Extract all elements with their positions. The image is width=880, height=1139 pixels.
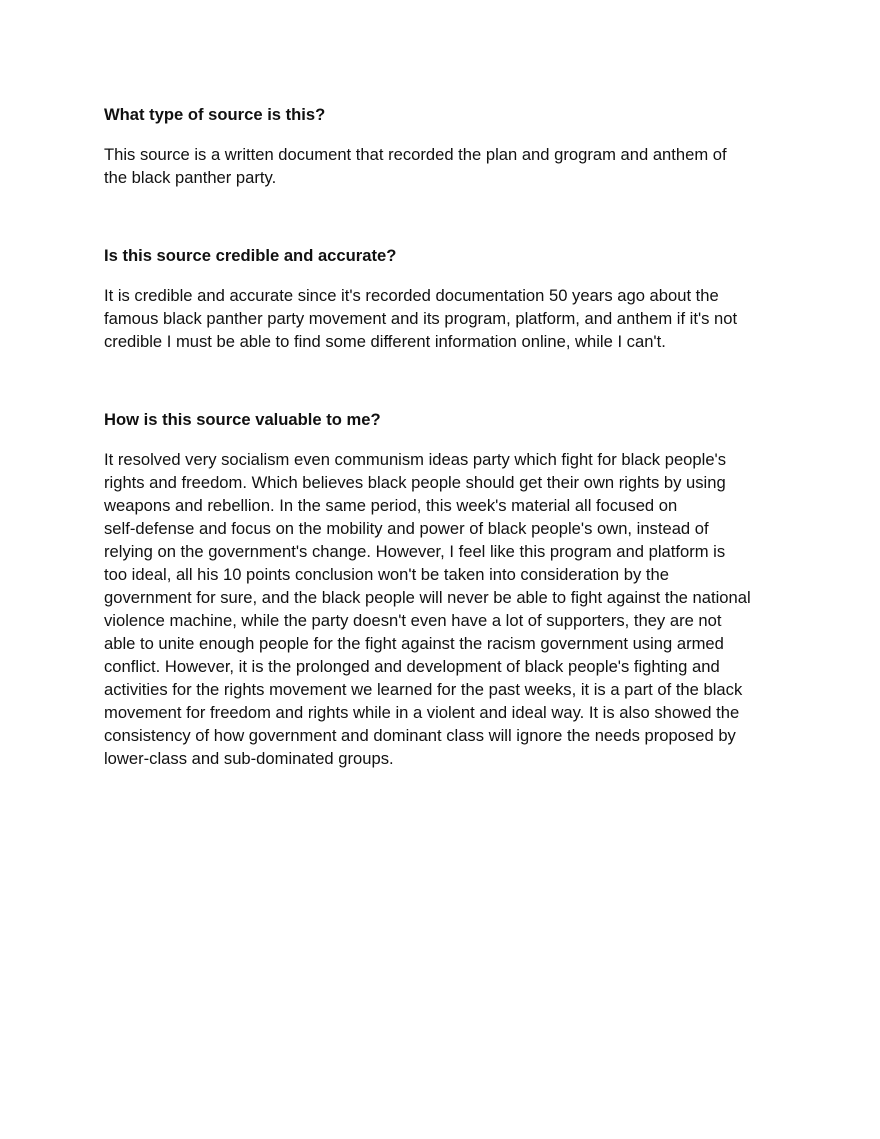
- body-line: famous black panther party movement and its program, platform, and anthem if it's not: [104, 309, 738, 328]
- body-line: rights and freedom. Which believes black people should get their own rights by using: [104, 473, 726, 492]
- body-line: It resolved very socialism even communism ideas party which fight for black people's: [104, 450, 727, 469]
- body-line: too ideal, all his 10 points conclusion won't be taken into consideration by the: [104, 565, 669, 584]
- body-line: consistency of how government and dominant class will ignore the needs proposed by: [104, 726, 736, 745]
- body-line: weapons and rebellion. In the same period, this week's material all focused on: [104, 496, 678, 515]
- section-value: [104, 408, 784, 770]
- body-line: relying on the government's change. However, I feel like this program and platform is: [104, 542, 726, 561]
- section-credibility: [104, 244, 784, 353]
- section-heading: What type of source is this?: [104, 105, 326, 124]
- body-line: self-defense and focus on the mobility and power of black people's own, instead of: [104, 519, 709, 538]
- body-line: the black panther party.: [104, 168, 277, 187]
- body-line: It is credible and accurate since it's recorded documentation 50 years ago about the: [104, 286, 719, 305]
- section-heading: How is this source valuable to me?: [104, 410, 381, 429]
- body-line: conflict. However, it is the prolonged and development of black people's fighting and: [104, 657, 720, 676]
- section-body: [104, 284, 784, 353]
- body-line: movement for freedom and rights while in a violent and ideal way. It is also showed the: [104, 703, 740, 722]
- section-source-type: [104, 103, 784, 189]
- document-content: [104, 103, 784, 770]
- section-body: [104, 448, 784, 770]
- section-body: [104, 143, 784, 189]
- body-line: government for sure, and the black people will never be able to fight against the national: [104, 588, 751, 607]
- body-line: violence machine, while the party doesn't even have a lot of supporters, they are not: [104, 611, 722, 630]
- body-line: able to unite enough people for the fight against the racism government using armed: [104, 634, 724, 653]
- body-line: credible I must be able to find some different information online, while I can't.: [104, 332, 666, 351]
- body-line: This source is a written document that recorded the plan and grogram and anthem of: [104, 145, 727, 164]
- body-line: activities for the rights movement we learned for the past weeks, it is a part of the black: [104, 680, 743, 699]
- body-line: lower-class and sub-dominated groups.: [104, 749, 394, 768]
- section-heading: Is this source credible and accurate?: [104, 246, 397, 265]
